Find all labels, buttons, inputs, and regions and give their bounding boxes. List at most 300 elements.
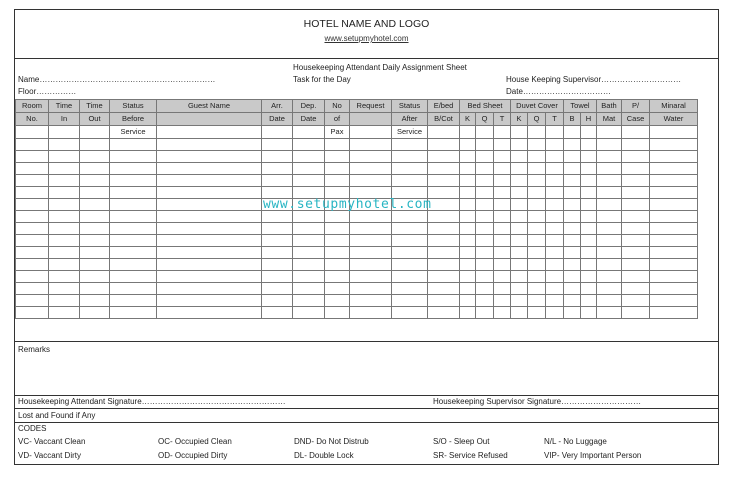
floor-field[interactable]: Floor…………… [18,87,77,96]
table-cell[interactable] [110,199,157,211]
table-cell[interactable] [157,271,262,283]
table-cell[interactable] [49,211,80,223]
table-cell[interactable] [16,187,49,199]
table-cell[interactable] [650,151,698,163]
table-cell[interactable] [262,151,293,163]
table-cell[interactable] [597,199,622,211]
table-cell[interactable] [581,247,597,259]
table-cell[interactable] [494,163,511,175]
table-cell[interactable] [428,151,460,163]
table-cell[interactable] [157,259,262,271]
table-cell[interactable] [494,151,511,163]
table-cell[interactable] [476,247,494,259]
table-cell[interactable] [597,151,622,163]
table-cell[interactable] [564,199,581,211]
table-cell[interactable] [80,247,110,259]
table-cell[interactable] [622,271,650,283]
table-cell[interactable] [157,295,262,307]
table-cell[interactable] [16,211,49,223]
table-cell[interactable] [650,295,698,307]
table-cell[interactable] [581,163,597,175]
table-cell[interactable] [460,271,476,283]
table-cell[interactable] [157,139,262,151]
table-cell[interactable] [511,259,528,271]
table-cell[interactable] [157,199,262,211]
table-cell[interactable] [157,307,262,319]
table-cell[interactable] [110,211,157,223]
table-cell[interactable] [350,175,392,187]
table-cell[interactable] [262,271,293,283]
table-cell[interactable] [16,271,49,283]
table-cell[interactable] [476,271,494,283]
table-cell[interactable] [110,295,157,307]
table-cell[interactable] [581,151,597,163]
table-cell[interactable] [80,163,110,175]
table-cell[interactable] [597,235,622,247]
table-cell[interactable] [157,175,262,187]
table-cell[interactable] [293,151,325,163]
table-cell[interactable] [494,247,511,259]
table-cell[interactable] [650,175,698,187]
table-cell[interactable] [564,307,581,319]
table-cell[interactable] [157,247,262,259]
table-cell[interactable] [262,259,293,271]
table-cell[interactable] [511,187,528,199]
table-cell[interactable] [494,295,511,307]
table-cell[interactable] [597,247,622,259]
table-cell[interactable] [110,235,157,247]
table-cell[interactable] [293,223,325,235]
table-cell[interactable] [460,223,476,235]
table-cell[interactable] [325,235,350,247]
table-cell[interactable] [325,283,350,295]
table-cell[interactable] [494,139,511,151]
table-cell[interactable] [350,283,392,295]
table-cell[interactable] [325,271,350,283]
table-cell[interactable] [110,187,157,199]
table-cell[interactable] [110,247,157,259]
table-cell[interactable] [622,175,650,187]
table-cell[interactable] [80,283,110,295]
table-cell[interactable] [157,187,262,199]
table-cell[interactable] [325,223,350,235]
table-cell[interactable] [157,235,262,247]
table-cell[interactable] [564,295,581,307]
table-cell[interactable] [622,163,650,175]
table-cell[interactable] [428,139,460,151]
table-cell[interactable] [80,295,110,307]
table-cell[interactable] [460,283,476,295]
table-cell[interactable] [16,139,49,151]
table-cell[interactable] [650,259,698,271]
table-cell[interactable] [49,175,80,187]
table-cell[interactable] [16,163,49,175]
table-cell[interactable] [622,295,650,307]
table-cell[interactable] [476,139,494,151]
table-cell[interactable] [528,151,546,163]
table-cell[interactable] [476,295,494,307]
table-cell[interactable] [16,175,49,187]
table-cell[interactable] [546,235,564,247]
table-cell[interactable] [325,307,350,319]
table-cell[interactable] [476,163,494,175]
table-cell[interactable] [597,259,622,271]
table-cell[interactable] [262,175,293,187]
table-cell[interactable] [622,187,650,199]
table-cell[interactable] [325,151,350,163]
table-cell[interactable] [293,271,325,283]
table-cell[interactable] [494,307,511,319]
table-cell[interactable] [494,235,511,247]
table-cell[interactable] [110,151,157,163]
table-cell[interactable] [528,223,546,235]
table-cell[interactable] [564,283,581,295]
table-cell[interactable] [428,223,460,235]
table-cell[interactable] [350,307,392,319]
table-cell[interactable] [597,211,622,223]
table-cell[interactable] [16,283,49,295]
table-cell[interactable] [476,175,494,187]
table-cell[interactable] [110,223,157,235]
table-cell[interactable] [80,187,110,199]
table-cell[interactable] [16,295,49,307]
table-cell[interactable] [494,283,511,295]
table-cell[interactable] [80,199,110,211]
table-cell[interactable] [622,211,650,223]
table-cell[interactable] [49,199,80,211]
table-cell[interactable] [350,139,392,151]
table-cell[interactable] [428,235,460,247]
table-cell[interactable] [325,259,350,271]
table-cell[interactable] [49,247,80,259]
table-cell[interactable] [546,271,564,283]
table-cell[interactable] [392,295,428,307]
table-cell[interactable] [511,223,528,235]
table-cell[interactable] [428,211,460,223]
table-cell[interactable] [650,199,698,211]
supervisor-field[interactable]: House Keeping Supervisor………………………… [506,75,682,84]
table-cell[interactable] [564,223,581,235]
table-cell[interactable] [546,295,564,307]
table-cell[interactable] [622,223,650,235]
table-cell[interactable] [528,235,546,247]
table-cell[interactable] [546,211,564,223]
table-cell[interactable] [546,139,564,151]
table-cell[interactable] [546,151,564,163]
table-cell[interactable] [546,163,564,175]
table-cell[interactable] [546,175,564,187]
table-cell[interactable] [476,235,494,247]
table-cell[interactable] [325,211,350,223]
table-cell[interactable] [157,283,262,295]
table-cell[interactable] [460,211,476,223]
table-cell[interactable] [293,211,325,223]
table-cell[interactable] [262,307,293,319]
table-cell[interactable] [528,307,546,319]
table-cell[interactable] [622,139,650,151]
table-cell[interactable] [511,307,528,319]
table-cell[interactable] [597,139,622,151]
table-cell[interactable] [428,163,460,175]
table-cell[interactable] [49,163,80,175]
table-cell[interactable] [581,283,597,295]
table-cell[interactable] [428,295,460,307]
table-cell[interactable] [110,139,157,151]
table-cell[interactable] [650,163,698,175]
table-cell[interactable] [528,247,546,259]
table-cell[interactable] [511,151,528,163]
table-cell[interactable] [293,283,325,295]
table-cell[interactable] [262,295,293,307]
table-cell[interactable] [262,211,293,223]
table-cell[interactable] [564,163,581,175]
table-cell[interactable] [428,307,460,319]
table-cell[interactable] [293,139,325,151]
table-cell[interactable] [511,283,528,295]
table-cell[interactable] [528,295,546,307]
table-cell[interactable] [460,139,476,151]
table-cell[interactable] [16,199,49,211]
table-cell[interactable] [581,175,597,187]
table-cell[interactable] [581,199,597,211]
table-cell[interactable] [650,223,698,235]
table-cell[interactable] [597,271,622,283]
table-cell[interactable] [581,259,597,271]
table-cell[interactable] [546,247,564,259]
table-cell[interactable] [157,151,262,163]
table-cell[interactable] [350,163,392,175]
table-cell[interactable] [392,247,428,259]
table-cell[interactable] [16,235,49,247]
table-cell[interactable] [428,175,460,187]
hotel-url[interactable]: www.setupmyhotel.com [324,34,409,43]
table-cell[interactable] [80,139,110,151]
table-cell[interactable] [494,199,511,211]
table-cell[interactable] [546,307,564,319]
table-cell[interactable] [80,211,110,223]
table-cell[interactable] [564,175,581,187]
table-cell[interactable] [428,283,460,295]
table-cell[interactable] [564,247,581,259]
table-cell[interactable] [564,187,581,199]
table-cell[interactable] [325,139,350,151]
table-cell[interactable] [528,139,546,151]
table-cell[interactable] [16,307,49,319]
table-cell[interactable] [622,235,650,247]
table-cell[interactable] [581,235,597,247]
table-cell[interactable] [511,199,528,211]
table-cell[interactable] [80,223,110,235]
table-cell[interactable] [350,151,392,163]
table-cell[interactable] [157,211,262,223]
table-cell[interactable] [350,211,392,223]
table-cell[interactable] [460,187,476,199]
table-cell[interactable] [511,271,528,283]
table-cell[interactable] [476,187,494,199]
table-cell[interactable] [564,211,581,223]
table-cell[interactable] [622,199,650,211]
table-cell[interactable] [476,259,494,271]
table-cell[interactable] [546,223,564,235]
table-cell[interactable] [157,163,262,175]
table-cell[interactable] [494,187,511,199]
table-cell[interactable] [581,139,597,151]
supervisor-signature[interactable]: Housekeeping Supervisor Signature………………………… [433,397,642,406]
table-cell[interactable] [581,307,597,319]
table-cell[interactable] [581,295,597,307]
table-cell[interactable] [392,151,428,163]
table-cell[interactable] [110,307,157,319]
table-cell[interactable] [511,235,528,247]
table-cell[interactable] [528,163,546,175]
table-cell[interactable] [528,199,546,211]
table-cell[interactable] [476,307,494,319]
table-cell[interactable] [49,223,80,235]
name-field[interactable]: Name………………………………………………………… [18,75,216,84]
table-cell[interactable] [16,151,49,163]
table-cell[interactable] [293,259,325,271]
table-cell[interactable] [494,223,511,235]
table-cell[interactable] [528,271,546,283]
table-cell[interactable] [350,259,392,271]
table-cell[interactable] [476,283,494,295]
table-cell[interactable] [49,235,80,247]
table-cell[interactable] [460,151,476,163]
table-cell[interactable] [476,211,494,223]
table-cell[interactable] [350,223,392,235]
table-cell[interactable] [650,187,698,199]
table-cell[interactable] [511,247,528,259]
table-cell[interactable] [597,175,622,187]
table-cell[interactable] [511,139,528,151]
table-cell[interactable] [392,211,428,223]
lost-found-label[interactable]: Lost and Found if Any [18,411,96,420]
table-cell[interactable] [476,199,494,211]
table-cell[interactable] [110,271,157,283]
table-cell[interactable] [650,271,698,283]
table-cell[interactable] [650,283,698,295]
table-cell[interactable] [262,223,293,235]
table-cell[interactable] [528,175,546,187]
table-cell[interactable] [511,295,528,307]
table-cell[interactable] [460,199,476,211]
table-cell[interactable] [597,283,622,295]
table-cell[interactable] [650,235,698,247]
table-cell[interactable] [581,187,597,199]
table-cell[interactable] [80,307,110,319]
table-cell[interactable] [597,187,622,199]
table-cell[interactable] [564,139,581,151]
table-cell[interactable] [564,151,581,163]
table-cell[interactable] [293,175,325,187]
table-cell[interactable] [428,199,460,211]
table-cell[interactable] [622,259,650,271]
table-cell[interactable] [622,307,650,319]
table-cell[interactable] [16,247,49,259]
date-field[interactable]: Date…………………………… [506,87,611,96]
table-cell[interactable] [597,163,622,175]
table-cell[interactable] [350,271,392,283]
table-cell[interactable] [581,211,597,223]
table-cell[interactable] [110,259,157,271]
table-cell[interactable] [80,151,110,163]
table-cell[interactable] [650,139,698,151]
table-cell[interactable] [460,307,476,319]
table-cell[interactable] [460,163,476,175]
table-cell[interactable] [262,247,293,259]
table-cell[interactable] [428,271,460,283]
table-cell[interactable] [622,247,650,259]
table-cell[interactable] [392,283,428,295]
table-cell[interactable] [650,247,698,259]
table-cell[interactable] [476,223,494,235]
table-cell[interactable] [325,247,350,259]
table-cell[interactable] [597,307,622,319]
table-cell[interactable] [622,151,650,163]
table-cell[interactable] [511,163,528,175]
table-cell[interactable] [350,247,392,259]
table-cell[interactable] [262,235,293,247]
table-cell[interactable] [622,283,650,295]
table-cell[interactable] [392,271,428,283]
table-cell[interactable] [511,211,528,223]
table-cell[interactable] [494,259,511,271]
table-cell[interactable] [392,259,428,271]
table-cell[interactable] [325,295,350,307]
table-cell[interactable] [528,283,546,295]
table-cell[interactable] [392,175,428,187]
table-cell[interactable] [597,223,622,235]
table-cell[interactable] [49,295,80,307]
table-cell[interactable] [293,235,325,247]
table-cell[interactable] [110,175,157,187]
table-cell[interactable] [49,283,80,295]
table-cell[interactable] [546,187,564,199]
table-cell[interactable] [546,283,564,295]
table-cell[interactable] [597,295,622,307]
table-cell[interactable] [325,163,350,175]
table-cell[interactable] [262,283,293,295]
table-cell[interactable] [428,247,460,259]
table-cell[interactable] [650,307,698,319]
table-cell[interactable] [49,307,80,319]
table-cell[interactable] [546,199,564,211]
table-cell[interactable] [350,295,392,307]
table-cell[interactable] [581,271,597,283]
table-cell[interactable] [460,247,476,259]
table-cell[interactable] [293,163,325,175]
table-cell[interactable] [460,259,476,271]
table-cell[interactable] [528,259,546,271]
table-cell[interactable] [428,259,460,271]
table-cell[interactable] [16,259,49,271]
table-cell[interactable] [80,271,110,283]
table-cell[interactable] [476,151,494,163]
table-cell[interactable] [528,187,546,199]
table-cell[interactable] [564,235,581,247]
table-cell[interactable] [293,247,325,259]
table-cell[interactable] [262,163,293,175]
table-cell[interactable] [110,163,157,175]
table-cell[interactable] [80,175,110,187]
table-cell[interactable] [350,235,392,247]
table-cell[interactable] [546,259,564,271]
table-cell[interactable] [460,295,476,307]
table-cell[interactable] [16,223,49,235]
table-cell[interactable] [49,151,80,163]
attendant-signature[interactable]: Housekeeping Attendant Signature……………………………………………… [18,397,286,406]
table-cell[interactable] [528,211,546,223]
